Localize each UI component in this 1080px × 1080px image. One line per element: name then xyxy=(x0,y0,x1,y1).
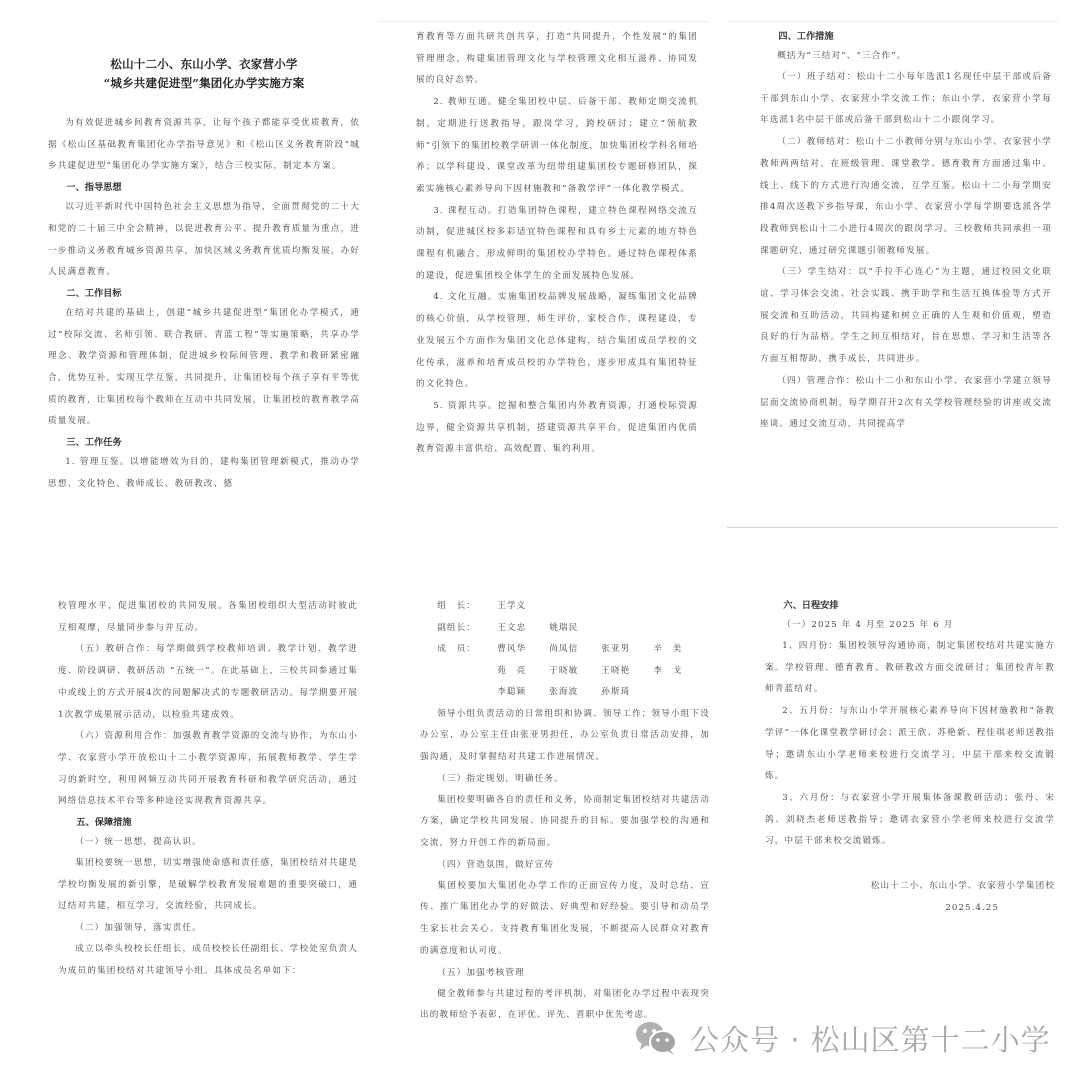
roster-label xyxy=(437,661,497,683)
paragraph: 健全教师参与共建过程的考评机制，对集团化办学过程中表现突出的教师给予表彰，在评优、评先、晋职中优先考虑。 xyxy=(420,988,710,1021)
roster-name: 李聪颖 xyxy=(497,687,527,697)
title-line-2: “城乡共建促进型”集团化办学实施方案 xyxy=(103,76,305,90)
section-heading: 六、日程安排 xyxy=(783,600,839,611)
roster xyxy=(420,596,710,704)
document-page-4 xyxy=(58,596,358,1036)
section-heading: 四、工作措施 xyxy=(778,31,834,42)
roster-name: 于晓敏 xyxy=(549,665,579,676)
document-page-6 xyxy=(765,596,1055,1016)
subheading: （五）加强考核管理 xyxy=(437,967,525,978)
roster-name: 孙斯琦 xyxy=(601,687,631,697)
roster-name: 姚瑞民 xyxy=(549,622,579,633)
paragraph: 以习近平新时代中国特色社会主义思想为指导，全面贯彻党的二十大和党的二十届三中全会精神，以促进教育公平、提升教育质量为重点，进一步推动义务教育城乡资源共享，加快区域义务教育优质均衡发展，办好人民满意教育。 xyxy=(48,202,360,278)
roster-row xyxy=(420,661,710,683)
roster-label: 成 员： xyxy=(437,644,476,654)
roster-label: 组 长： xyxy=(437,601,476,611)
document-title xyxy=(48,55,360,93)
wechat-icon xyxy=(634,1020,678,1056)
subheading: （一）2025 年 4 月至 2025 年 6 月 xyxy=(782,620,954,630)
subheading: （一）统一思想，提高认识。 xyxy=(75,837,202,848)
paragraph: 在结对共建的基础上，创建“城乡共建促进型”集团化办学模式，通过“校际交流、名师引领、联合教研、青蓝工程”等实施策略，共享办学理念、教学资源和管理体制，促进城乡校际间管理、教学和教研紧密融合，优势互补，实现互学互鉴，共同提升，让集团校每个孩子享有平等优质的教育，让集团校每个教师在互动中共同发展，让集团校的教育教学高质量发展。 xyxy=(48,307,360,427)
subheading: （三）指定规划，明确任务。 xyxy=(437,773,564,784)
paragraph: 领导小组负责活动的日常组织和协调、领导工作；领导小组下设办公室，办公室主任由张亚男担任，办公室负责日常活动安排，加强沟通，及时掌握结对共建工作进展情况。 xyxy=(420,708,710,762)
section-heading: 一、指导思想 xyxy=(66,182,122,194)
subheading: （四）营造氛围，做好宣传 xyxy=(437,859,555,870)
section-heading: 五、保障措施 xyxy=(76,817,132,829)
roster-label: 副组长： xyxy=(437,622,476,633)
paragraph: （四）管理合作：松山十二小和东山小学、衣家营小学建立领导层面交流协商机制，每学期召开2次有关学校管理经验的讲座或交流座谈。通过交流互动，共同提高学 xyxy=(760,375,1052,430)
roster-row xyxy=(420,618,710,640)
page-divider-top xyxy=(728,21,1058,22)
roster-name: 王学义 xyxy=(497,601,527,611)
roster-name: 曹风华 xyxy=(497,644,527,654)
subheading: （二）加强领导，落实责任。 xyxy=(75,923,202,934)
wechat-watermark xyxy=(634,1016,1051,1060)
paragraph: （一）班子结对：松山十二小每年选派1名现任中层干部或后备干部到东山小学、衣家营小学交流工作；东山小学、衣家营小学每年选派1名中层干部或后备干部到松山十二小跟岗学习。 xyxy=(760,72,1052,126)
roster-row xyxy=(420,682,710,704)
paragraph: （六）资源利用合作：加强教育教学资源的交流与协作，为东山小学、衣家营小学开放松山十二小教学资源库，拓展教师教学、学生学习的新时空，利用网频互动共同开展教育科研和教学研究活动，通过网络信息技术平台等多种途径实现教育资源共享。 xyxy=(58,731,358,807)
document-page-5 xyxy=(420,596,710,1036)
paragraph: （三）学生结对：以“手拉手心连心”为主题，通过校园文化联谊、学习体会交流、社会实践、携手助学和生活互换体验等方式开展交流和互助活动，共同构建和树立正确的人生观和价值观，塑造良好的行为品格。学生之间互相结对，旨在思想、学习和生活等各方面互相帮助，携手成长，共同进步。 xyxy=(760,267,1052,365)
summary-line: 概括为“三结对”、“三合作”。 xyxy=(777,51,907,61)
document-page-2 xyxy=(416,27,698,497)
paragraph: 成立以牵头校校长任组长，成员校校长任副组长、学校处室负责人为成员的集团校结对共建领导小组。具体成员名单如下： xyxy=(58,944,358,976)
roster-name: 王文忠 xyxy=(497,622,527,633)
roster-name: 辛 美 xyxy=(653,644,683,654)
document-page-1 xyxy=(48,55,360,525)
roster-row xyxy=(420,596,710,618)
title-line-1: 松山十二小、东山小学、衣家营小学 xyxy=(110,57,298,71)
paragraph: 3. 课程互动。打造集团特色课程，建立特色课程网络交流互动制，促进城区校多彩适宜特色课程和具有乡土元素的地方特色课程有机融合，形成鲜明的集团校办学特色。通过特色课程体系的建设，促进集团校全体学生的全面发展特色发展。 xyxy=(416,205,698,281)
watermark-label: 公众号 · 松山区第十二小学 xyxy=(690,1022,1051,1057)
paragraph: 集团校要统一思想，切实增强使命感和责任感，集团校结对共建是学校均衡发展的新引擎，是破解学校教育发展难题的重要突破口，通过结对共建，相互学习，交流经验，共同成长。 xyxy=(58,858,358,912)
signature-date: 2025.4.25 xyxy=(945,903,999,914)
roster-label xyxy=(437,682,497,704)
page-divider xyxy=(727,527,1058,528)
roster-name: 苑 亮 xyxy=(497,665,527,676)
paragraph: 集团校要加大集团化办学工作的正面宣传力度，及时总结、宣传、推广集团化办学的好做法、好典型和好经验。要引导和动员学生家长社会关心、支持教育集团化发展，不断提高人民群众对教育的满意度和认可度。 xyxy=(420,880,710,956)
paragraph: 校管理水平，促进集团校的共同发展。各集团校组织大型活动时彼此互相观摩，尽量同步参与并互动。 xyxy=(58,601,358,633)
paragraph: 4. 文化互融。实施集团校品牌发展战略，凝练集团文化品牌的核心价值，从学校管理，师生评价，家校合作，课程建设，专业发展五个方面作为集团文化总体建构，结合集团成员学校的文化传承，滋养和培育成员校的办学特色，逐步形成具有集团特征的文化特色。 xyxy=(416,292,698,390)
signature-organization: 松山十二小、东山小学、衣家营小学集团校 xyxy=(870,881,1055,892)
paragraph: 2、五月份：与东山小学开展核心素养导向下因材施教和“备教学评”一体化课堂教学研讨会；派王欣、苏艳新、程佳琪老师送教指导；邀请东山小学老师来校进行交流学习，中层干部来校交流锻炼。 xyxy=(765,706,1055,782)
document-page-3 xyxy=(760,27,1052,497)
paragraph: 集团校要明确各自的责任和义务，协商制定集团校结对共建活动方案，确定学校共同发展、协同提升的目标。要加强学校的沟通和交流，努力开创工作的新局面。 xyxy=(420,794,710,849)
paragraph: 3、六月份：与衣家营小学开展集体备课教研活动；张丹、宋鸽、刘晓杰老师送教指导；邀请衣家营小学老师来校进行交流学习，中层干部来校交流锻炼。 xyxy=(765,792,1055,847)
roster-name: 尚凤信 xyxy=(549,644,579,654)
page-divider-top xyxy=(378,21,708,22)
roster-row xyxy=(420,639,710,661)
section-heading: 三、工作任务 xyxy=(66,437,122,449)
roster-name: 张亚男 xyxy=(601,644,631,654)
paragraph: 5. 资源共享。挖掘和整合集团内外教育资源，打通校际资源边界，健全资源共享机制，搭建资源共享平台，促进集团内优质教育资源丰富供给、高效配置、集约利用。 xyxy=(416,400,698,455)
paragraph: 1、四月份：集团校领导沟通协商，制定集团校结对共建实施方案。学校管理、德育教育、教研教改方面交流研讨；集团校青年教师青蓝结对。 xyxy=(765,641,1055,695)
paragraph: （五）教研合作：每学期做到学校教师培训、教学计划、教学进度、阶段调研、教研活动 “五统一”。在此基础上，三校共同参通过集中或线上的方式开展4次的问题解决式的专题教研活动。每学期要开展1次教学成果展示活动，以检验共建成效。 xyxy=(58,644,358,720)
intro-paragraph: 为有效促进城乡间教育资源共享，让每个孩子都能享受优质教育，依据《松山区基础教育集团化办学指导意见》和《松山区义务教育阶段“城乡共建促进型”集团化办学实施方案》，结合三校实际，制定本方案。 xyxy=(48,118,360,172)
paragraph: 育教育等方面共研共创共享，打造“共同提升，个性发展”的集团管理理念，构建集团管理文化与学校管理文化相互滋养、协同发展的良好态势。 xyxy=(416,32,698,86)
roster-name: 张海波 xyxy=(549,687,579,697)
paragraph: （二）教师结对：松山十二小教师分别与东山小学、衣家营小学教师两两结对，在班级管理、课堂教学、德育教育方面通过集中、线上、线下的方式进行沟通交流，互学互鉴。松山十二小每学期安排4周次送教下乡指导课，东山小学、衣家营小学每学期要选派各学段教师到松山十二小进行4周次的跟岗学习。三校教师共同承担一项课题研究，通过研究课题引领教师发展。 xyxy=(760,137,1052,256)
roster-name: 李 戈 xyxy=(653,665,683,676)
roster-name: 王晓艳 xyxy=(601,665,631,676)
paragraph: 2. 教师互通。健全集团校中层、后备干部、教师定期交流机制，定期进行送教指导，跟岗学习，跨校研讨；建立“领航教师”引领下的集团校教学研训一体化制度，加快集团校学科名师培养；以学科建设、课堂改革为纽带组建集团校专题研修团队，探索实施核心素养导向下因材施教和“备教学评”一体化教学模式。 xyxy=(416,97,698,194)
section-heading: 二、工作目标 xyxy=(66,287,122,299)
paragraph: 1. 管理互鉴。以增能增效为目的，建构集团管理新模式，推动办学思想、文化特色、教师成长、教研教改、德 xyxy=(48,457,360,489)
